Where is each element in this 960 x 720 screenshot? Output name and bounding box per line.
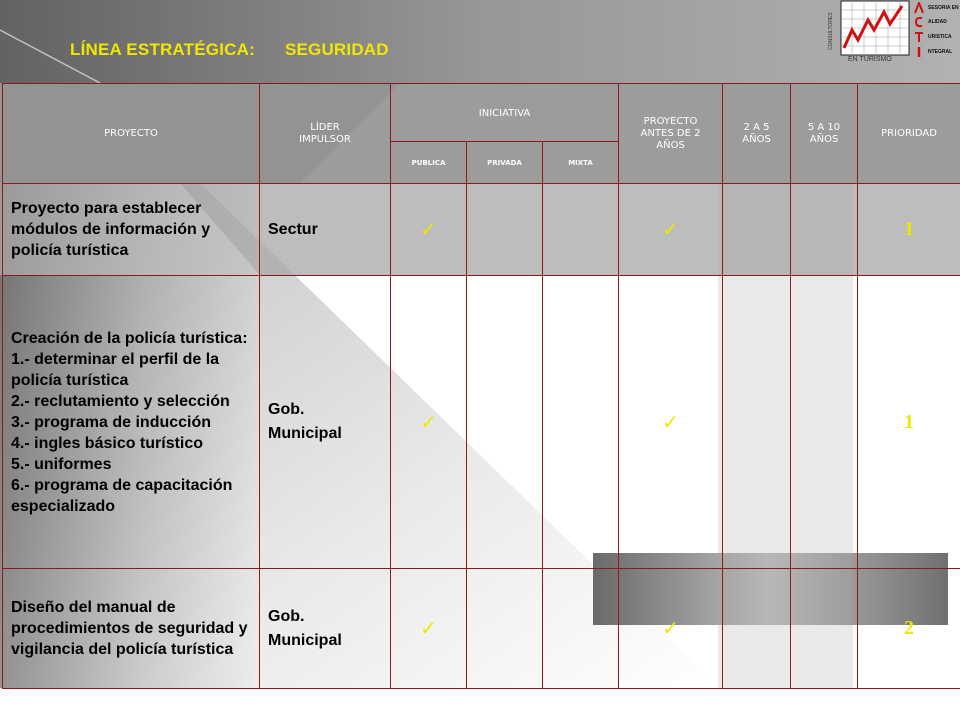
empty-cell [467, 569, 543, 689]
col-header-iniciativa: INICIATIVA [391, 84, 619, 142]
col-header-5a10-text: 5 A 10 AÑOS [807, 121, 841, 145]
col-header-lider [260, 84, 391, 184]
col-header-proyecto: PROYECTO [3, 84, 260, 184]
logo-line-3: URISTICA [928, 34, 952, 40]
logo-vertical-text: CONSULTORES [828, 12, 834, 50]
page-title [70, 40, 389, 60]
empty-cell [467, 276, 543, 569]
logo-letter-t-icon [914, 31, 924, 43]
leader-cell: Gob. Municipal [260, 569, 391, 689]
leader-cell: Sectur [260, 184, 391, 276]
empty-cell [543, 184, 619, 276]
priority-cell: 1 [858, 276, 960, 569]
empty-cell [791, 184, 858, 276]
project-cell: Proyecto para establecer módulos de información y policía turística [3, 184, 260, 276]
priority-cell: 2 [858, 569, 960, 689]
strategy-table [2, 83, 960, 689]
col-header-5a10 [791, 84, 858, 184]
check-icon: ✓ [391, 184, 467, 276]
logo-letter-i-icon [914, 46, 924, 58]
empty-cell [723, 184, 791, 276]
priority-cell: 1 [858, 184, 960, 276]
check-icon: ✓ [391, 276, 467, 569]
col-header-prioridad: PRIORIDAD [858, 84, 960, 184]
check-icon: ✓ [391, 569, 467, 689]
project-cell: Diseño del manual de procedimientos de seguridad y vigilancia del policía turística [3, 569, 260, 689]
empty-cell [543, 569, 619, 689]
logo-letter-a-icon [914, 2, 924, 14]
empty-cell [543, 276, 619, 569]
empty-cell [723, 276, 791, 569]
col-header-antes-text: PROYECTO ANTES DE 2 AÑOS [640, 115, 701, 151]
check-icon: ✓ [619, 276, 723, 569]
col-header-privada: PRIVADA [467, 142, 543, 184]
check-icon: ✓ [619, 569, 723, 689]
table-row [3, 184, 960, 276]
empty-cell [723, 569, 791, 689]
leader-cell: Gob. Municipal [260, 276, 391, 569]
logo-chart-icon [840, 0, 910, 56]
logo-line-2: ALIDAD [928, 19, 947, 25]
table-row [3, 569, 960, 689]
col-header-2a5 [723, 84, 791, 184]
empty-cell [467, 184, 543, 276]
col-header-antes [619, 84, 723, 184]
logo-line-4: NTEGRAL [928, 49, 953, 55]
logo-line-1: SESORIA EN [928, 5, 959, 11]
col-header-2a5-text: 2 A 5 AÑOS [742, 121, 771, 145]
col-header-mixta: MIXTA [543, 142, 619, 184]
check-icon: ✓ [619, 184, 723, 276]
col-header-lider-text: LÍDER IMPULSOR [299, 121, 351, 145]
empty-cell [791, 276, 858, 569]
empty-cell [791, 569, 858, 689]
title-part-1: LÍNEA ESTRATÉGICA: [70, 40, 255, 59]
logo-letter-c-icon [914, 16, 924, 28]
project-cell: Creación de la policía turística: 1.- determinar el perfil de la policía turística 2.- reclutamiento y selección 3.- programa de inducción 4.- ingles básico turístico 5.- uniformes 6.- programa de capacitación especializado [3, 276, 260, 569]
col-header-publica: PUBLICA [391, 142, 467, 184]
table-row [3, 276, 960, 569]
logo-brand-text: EN TURISMO [848, 56, 892, 63]
header-row [3, 84, 960, 142]
title-part-2: SEGURIDAD [284, 40, 389, 59]
company-logo [828, 0, 960, 68]
